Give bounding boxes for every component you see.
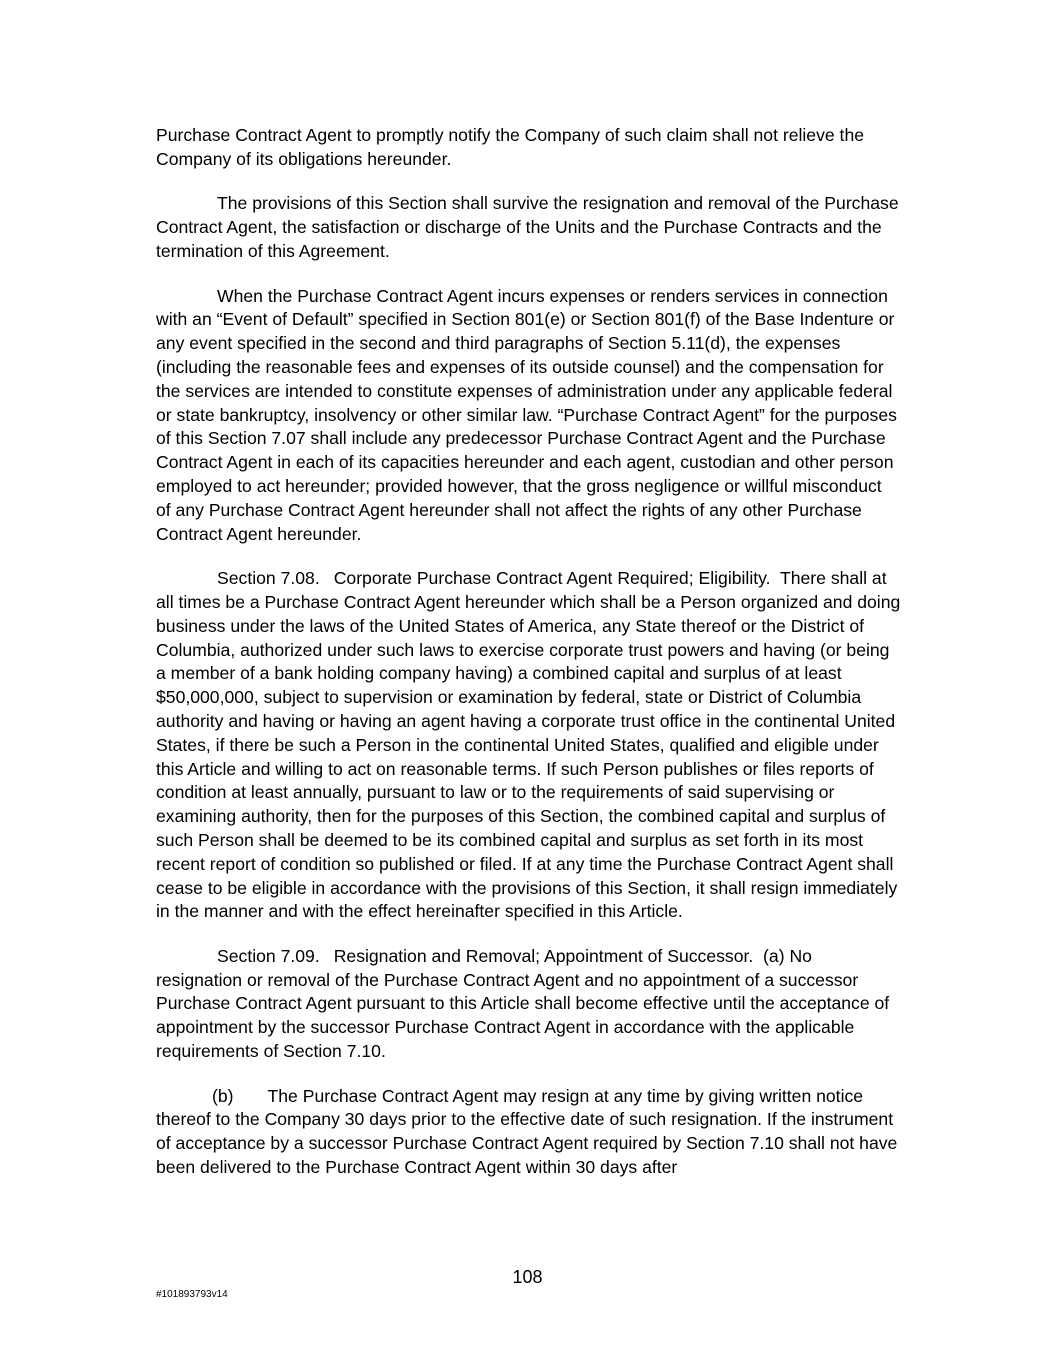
subsection-b [156,1085,901,1180]
section-7-09-number: Section 7.09. [217,945,320,966]
paragraph-continuation: Purchase Contract Agent to promptly notify the Company of such claim shall not relieve the Company of its obligations hereunder. [156,125,865,169]
section-7-08 [156,567,901,924]
section-7-08-number: Section 7.08. [217,568,320,589]
page-number: 108 [512,1267,543,1287]
section-7-09-title: Resignation and Removal; Appointment of Successor. [333,945,754,966]
section-7-08-title: Corporate Purchase Contract Agent Required; Eligibility. [333,568,771,589]
section-7-09 [156,945,901,1064]
section-7-09-body: (a) No resignation or removal of the Purchase Contract Agent and no appointment of a successor Purchase Contract Agent pursuant to this Article shall become effective until the acceptance of appointment by the successor Purchase Contract Agent in accordance with the applicable requirements of Section 7.10. [156,945,890,1062]
section-7-08-body: There shall at all times be a Purchase Contract Agent hereunder which shall be a Person organized and doing business under the laws of the United States of America, any State thereof or the District of Columbia, authorized under such laws to exercise corporate trust powers and having (or being a member of a bank holding company having) a combined capital and surplus of at least $50,000,000, subject to supervision or examination by federal, state or District of Columbia authority and having or having an agent having a corporate trust office in the continental United States, if there be such a Person in the continental United States, qualified and eligible under this Article and willing to act on reasonable terms. If such Person publishes or files reports of condition at least annually, pursuant to law or to the requirements of said supervising or examining authority, then for the purposes of this Section, the combined capital and surplus of such Person shall be deemed to be its combined capital and surplus as set forth in its most recent report of condition so published or filed. If at any time the Purchase Contract Agent shall cease to be eligible in accordance with the provisions of this Section, it shall resign immediately in the manner and with the effect hereinafter specified in this Article. [156,568,901,922]
document-body [156,124,901,1201]
paragraph-survival: The provisions of this Section shall survive the resignation and removal of the Purchase Contract Agent, the satisfaction or discharge of the Units and the Purchase Contracts and the termination of this Agreement. [156,193,899,261]
subsection-b-label: (b) [212,1085,234,1106]
paragraph-expenses: When the Purchase Contract Agent incurs expenses or renders services in connection with an “Event of Default” specified in Section 801(e) or Section 801(f) of the Base Indenture or any event specified in the second and third paragraphs of Section 5.11(d), the expenses (including the reasonable fees and expenses of its outside counsel) and the compensation for the services are intended to constitute expenses of administration under any applicable federal or state bankruptcy, insolvency or other similar law. “Purchase Contract Agent” for the purposes of this Section 7.07 shall include any predecessor Purchase Contract Agent and the Purchase Contract Agent in each of its capacities hereunder and each agent, custodian and other person employed to act hereunder; provided however, that the gross negligence or willful misconduct of any Purchase Contract Agent hereunder shall not affect the rights of any other Purchase Contract Agent hereunder. [156,285,897,544]
document-id: #101893793v14 [156,1289,228,1300]
subsection-b-body: The Purchase Contract Agent may resign at any time by giving written notice thereof to the Company 30 days prior to the effective date of such resignation. If the instrument of acceptance by a successor Purchase Contract Agent required by Section 7.10 shall not have been delivered to the Purchase Contract Agent within 30 days after [156,1085,898,1178]
